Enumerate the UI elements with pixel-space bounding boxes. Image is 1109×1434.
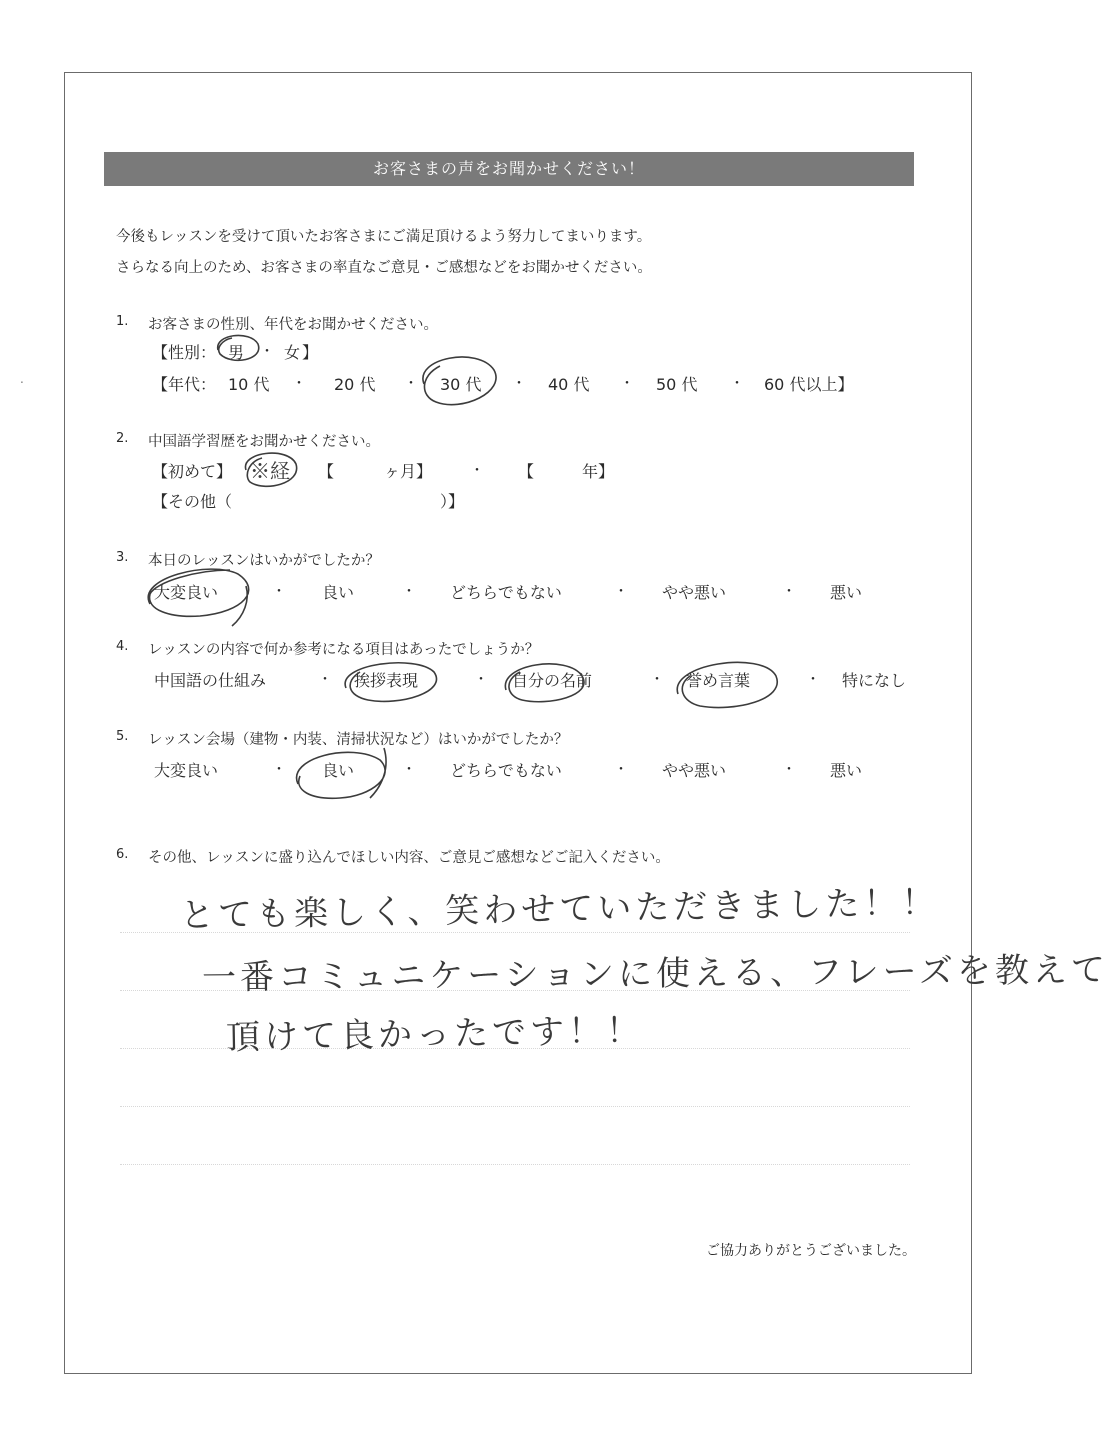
separator: ・ — [650, 672, 664, 688]
q2-other-close: ）】 — [440, 492, 465, 511]
separator: ・ — [730, 376, 744, 392]
q4-number: 4. — [116, 639, 129, 654]
q2-first-handwritten: ※経 — [250, 459, 290, 483]
separator: ・ — [260, 344, 274, 360]
q5-option-very-good[interactable]: 大変良い — [154, 761, 219, 780]
q5-option-good[interactable]: 良い — [322, 761, 355, 780]
q3-option-neutral[interactable]: どちらでもない — [450, 583, 562, 602]
q3-option-good[interactable]: 良い — [322, 583, 355, 602]
q1-gender-close: 】 — [302, 343, 319, 362]
separator: ・ — [318, 672, 332, 688]
q1-age-30[interactable]: 30 代 — [440, 375, 482, 394]
q2-months-open: 【 — [318, 462, 335, 481]
separator: ・ — [474, 672, 488, 688]
q5-option-bad[interactable]: 悪い — [830, 761, 863, 780]
separator: ・ — [272, 762, 286, 778]
q2-months-close: ヶ月】 — [384, 462, 433, 481]
separator: ・ — [402, 762, 416, 778]
q1-age-20[interactable]: 20 代 — [334, 375, 376, 394]
q4-question: レッスンの内容で何か参考になる項目はあったでしょうか？ — [148, 642, 540, 658]
q4-option-chinese-structure[interactable]: 中国語の仕組み — [154, 671, 267, 690]
q2-first-label: 【初めて】 — [152, 462, 233, 481]
intro-line-1: 今後もレッスンを受けて頂いたお客さまにご満足頂けるよう努力してまいります。 — [116, 229, 652, 245]
q1-age-40[interactable]: 40 代 — [548, 375, 590, 394]
closing-thanks: ご協力ありがとうございました。 — [706, 1243, 916, 1259]
q3-option-somewhat-bad[interactable]: やや悪い — [662, 583, 727, 602]
q3-option-bad[interactable]: 悪い — [830, 583, 863, 602]
q1-gender-female[interactable]: 女 — [284, 343, 301, 362]
q3-number: 3. — [116, 550, 129, 565]
q1-number: 1. — [116, 314, 129, 329]
q3-selection-circle — [148, 569, 248, 626]
separator: ・ — [470, 463, 484, 479]
q4-option-compliments[interactable]: 誉め言葉 — [686, 671, 751, 690]
q2-other-label: 【その他（ — [152, 492, 233, 511]
q1-age-circle — [423, 357, 496, 405]
q4-greetings-circle — [345, 663, 436, 702]
separator: ・ — [404, 376, 418, 392]
intro-line-2: さらなる向上のため、お客さまの率直なご意見・ご感想などをお聞かせください。 — [116, 260, 652, 276]
q2-question: 中国語学習歴をお聞かせください。 — [148, 434, 380, 450]
q2-number: 2. — [116, 431, 129, 446]
q4-option-own-name[interactable]: 自分の名前 — [512, 671, 593, 690]
separator: ・ — [806, 672, 820, 688]
q1-age-10[interactable]: 10 代 — [228, 375, 270, 394]
q1-question: お客さまの性別、年代をお聞かせください。 — [148, 317, 438, 333]
q2-years-close: 年】 — [582, 462, 615, 481]
q5-question: レッスン会場（建物・内装、清掃状況など）はいかがでしたか？ — [148, 732, 569, 748]
q2-first-circle — [245, 453, 296, 486]
separator: ・ — [614, 584, 628, 600]
q1-age-60-plus[interactable]: 60 代以上】 — [764, 375, 854, 394]
q1-gender-circle — [218, 335, 259, 360]
q3-question: 本日のレッスンはいかがでしたか？ — [148, 553, 380, 569]
separator: ・ — [512, 376, 526, 392]
q1-gender-male[interactable]: 男 — [228, 343, 245, 362]
separator: ・ — [614, 762, 628, 778]
separator: ・ — [782, 584, 796, 600]
q5-selection-circle — [297, 748, 386, 798]
q6-question: その他、レッスンに盛り込んでほしい内容、ご意見ご感想などご記入ください。 — [148, 850, 670, 866]
separator: ・ — [782, 762, 796, 778]
handwritten-comment-line-3: 頂けて良かったです！！ — [225, 1010, 645, 1058]
q3-option-very-good[interactable]: 大変良い — [154, 583, 219, 602]
q6-number: 6. — [116, 847, 129, 862]
separator: ・ — [272, 584, 286, 600]
q4-compliments-circle — [677, 662, 777, 707]
q4-own-name-circle — [505, 664, 584, 702]
separator: ・ — [402, 584, 416, 600]
q1-age-label: 【年代： — [152, 375, 217, 394]
separator: ・ — [620, 376, 634, 392]
separator: ・ — [292, 376, 306, 392]
q5-option-neutral[interactable]: どちらでもない — [450, 761, 562, 780]
q4-option-greetings[interactable]: 挨拶表現 — [354, 671, 419, 690]
handwritten-comment-line-2: 一番コミュニケーションに使える、フレーズを教えて — [201, 950, 1109, 998]
page-title: お客さまの声をお聞かせください！ — [104, 152, 914, 186]
q2-years-open: 【 — [518, 462, 535, 481]
stray-mark: . — [20, 372, 24, 386]
handwritten-comment-line-1: とても楽しく、笑わせていただきました！！ — [179, 882, 940, 936]
q4-option-none[interactable]: 特になし — [842, 671, 907, 690]
q5-option-somewhat-bad[interactable]: やや悪い — [662, 761, 727, 780]
q1-gender-label: 【性別： — [152, 343, 217, 362]
q1-age-50[interactable]: 50 代 — [656, 375, 698, 394]
q5-number: 5. — [116, 729, 129, 744]
